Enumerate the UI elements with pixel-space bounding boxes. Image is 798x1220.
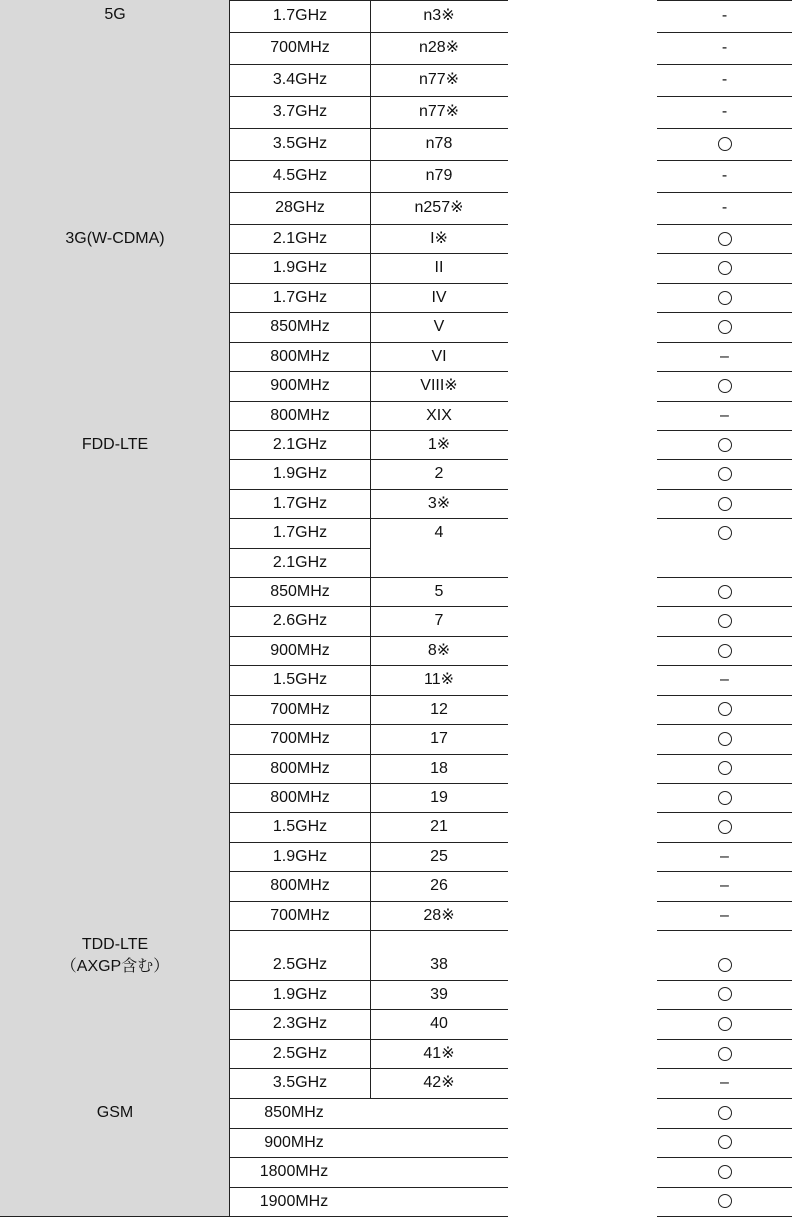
- frequency-cell: 700MHz: [270, 730, 330, 748]
- support-cell: [657, 1098, 792, 1128]
- band-cell: 3※: [427, 494, 451, 512]
- supported-circle-icon: [718, 791, 732, 805]
- support-cell: [657, 950, 792, 980]
- frequency-cell: 1.9GHz: [272, 985, 328, 1003]
- unsupported-dash: -: [721, 199, 728, 216]
- band-cell: 26: [430, 877, 448, 895]
- frequency-cell: 2.1GHz: [272, 230, 328, 247]
- band-cell: n79: [425, 167, 453, 184]
- frequency-cell: 1.7GHz: [272, 494, 328, 512]
- support-cell: [657, 548, 792, 577]
- band-cell: I※: [430, 230, 448, 247]
- unsupported-dash: –: [720, 847, 729, 865]
- band-cell: 5: [434, 583, 444, 601]
- supported-circle-icon: [718, 732, 732, 746]
- support-cell: [657, 489, 792, 518]
- band-cell: 17: [430, 730, 448, 748]
- band-cell: 11※: [423, 671, 454, 689]
- frequency-cell: 2.5GHz: [272, 1044, 328, 1062]
- unsupported-dash: –: [720, 406, 729, 424]
- band-cell: n3※: [423, 7, 455, 24]
- frequency-cell: 3.5GHz: [272, 1074, 328, 1092]
- group-divider: [657, 930, 792, 931]
- frequency-cell: 1.7GHz: [272, 288, 328, 306]
- supported-circle-icon: [718, 497, 732, 511]
- group-label: FDD-LTE: [81, 436, 149, 453]
- band-cell: 25: [430, 847, 448, 865]
- frequency-cell: 2.5GHz: [272, 956, 328, 973]
- band-cell: 8※: [427, 641, 451, 659]
- band-cell: 39: [430, 985, 448, 1003]
- supported-circle-icon: [718, 232, 732, 246]
- unsupported-dash: -: [721, 71, 728, 88]
- band-cell: 7: [434, 612, 444, 630]
- supported-circle-icon: [718, 526, 732, 540]
- frequency-cell: 1.9GHz: [272, 259, 328, 277]
- group-cell: [0, 430, 230, 931]
- frequency-cell: 3.5GHz: [272, 135, 328, 152]
- supported-circle-icon: [718, 614, 732, 628]
- support-cell: [657, 128, 792, 160]
- unsupported-dash: -: [721, 103, 728, 120]
- frequency-cell: 900MHz: [270, 641, 330, 659]
- band-cell: n257※: [414, 199, 464, 216]
- band-cell: II: [434, 259, 444, 277]
- band-cell: n28※: [418, 39, 460, 56]
- support-cell: [657, 636, 792, 665]
- frequency-cell: 2.1GHz: [272, 436, 328, 453]
- support-cell: [657, 1187, 792, 1217]
- support-cell: [657, 430, 792, 459]
- support-cell: [657, 459, 792, 488]
- band-cell: 21: [430, 818, 448, 836]
- unsupported-dash: –: [720, 906, 729, 924]
- supported-circle-icon: [718, 958, 732, 972]
- band-cell: 42※: [423, 1074, 455, 1092]
- supported-circle-icon: [718, 820, 732, 834]
- band-cell: 40: [430, 1015, 448, 1033]
- supported-circle-icon: [718, 1047, 732, 1061]
- support-cell: [657, 724, 792, 753]
- unsupported-dash: -: [721, 7, 728, 24]
- unsupported-dash: -: [721, 167, 728, 184]
- support-cell: [657, 1128, 792, 1158]
- support-cell: [657, 754, 792, 783]
- supported-circle-icon: [718, 467, 732, 481]
- supported-circle-icon: [718, 644, 732, 658]
- frequency-cell: 850MHz: [264, 1104, 324, 1121]
- table-bottom-border: [230, 1216, 508, 1217]
- frequency-cell: 1900MHz: [259, 1192, 329, 1210]
- frequency-cell: 900MHz: [264, 1133, 324, 1151]
- supported-circle-icon: [718, 1017, 732, 1031]
- frequency-cell: 700MHz: [270, 700, 330, 718]
- frequency-cell: 1.9GHz: [272, 465, 328, 483]
- frequency-cell: 2.1GHz: [272, 553, 328, 571]
- support-cell: [657, 1039, 792, 1069]
- frequency-cell: 1.7GHz: [272, 524, 328, 542]
- support-cell: [657, 371, 792, 400]
- frequency-cell: 1.9GHz: [272, 847, 328, 865]
- supported-circle-icon: [718, 137, 732, 151]
- group-cell: [0, 0, 230, 225]
- band-cell: 38: [430, 956, 448, 973]
- band-cell: 1※: [427, 436, 451, 453]
- band-cell: n77※: [418, 71, 460, 88]
- support-cell: [657, 812, 792, 841]
- group-cell: [0, 224, 230, 431]
- frequency-cell: 700MHz: [270, 906, 330, 924]
- frequency-cell: 28GHz: [275, 199, 325, 216]
- supported-circle-icon: [718, 761, 732, 775]
- supported-circle-icon: [718, 291, 732, 305]
- support-cell: [657, 1157, 792, 1187]
- table-bottom-border: [657, 1216, 792, 1217]
- band-cell: n78: [425, 135, 453, 152]
- frequency-cell: 2.3GHz: [272, 1015, 328, 1033]
- group-label: 5G: [104, 6, 126, 23]
- supported-circle-icon: [718, 379, 732, 393]
- band-cell: 41※: [423, 1044, 455, 1062]
- supported-circle-icon: [718, 987, 732, 1001]
- frequency-cell: 3.7GHz: [272, 103, 328, 120]
- unsupported-dash: –: [720, 1074, 729, 1092]
- support-cell: [657, 980, 792, 1010]
- frequency-cell: 800MHz: [270, 759, 330, 777]
- unsupported-dash: –: [720, 347, 729, 365]
- supported-circle-icon: [718, 702, 732, 716]
- band-cell: 2: [434, 465, 444, 483]
- frequency-cell: 3.4GHz: [272, 71, 328, 88]
- band-cell: VI: [431, 347, 447, 365]
- frequency-cell: 2.6GHz: [272, 612, 328, 630]
- band-cell: 18: [430, 759, 448, 777]
- frequency-cell: 1800MHz: [259, 1163, 329, 1180]
- support-cell: [657, 253, 792, 282]
- group-label: GSM: [96, 1104, 134, 1121]
- support-cell: [657, 1009, 792, 1039]
- group-label: TDD-LTE （AXGP含む）: [60, 936, 170, 975]
- support-cell: [657, 695, 792, 724]
- band-cell: XIX: [426, 406, 452, 424]
- frequency-cell: 1.5GHz: [272, 818, 328, 836]
- frequency-cell: 700MHz: [270, 39, 330, 56]
- band-cell: 19: [430, 788, 448, 806]
- support-cell: [657, 312, 792, 341]
- frequency-cell: 850MHz: [270, 583, 330, 601]
- frequency-cell: 800MHz: [270, 347, 330, 365]
- frequency-cell: 1.5GHz: [272, 671, 328, 689]
- frequency-cell: 1.7GHz: [272, 7, 328, 24]
- supported-circle-icon: [718, 1194, 732, 1208]
- table-top-border: [657, 0, 792, 1]
- frequency-cell: 4.5GHz: [272, 167, 328, 184]
- supported-circle-icon: [718, 1106, 732, 1120]
- band-cell: IV: [431, 288, 447, 306]
- supported-circle-icon: [718, 261, 732, 275]
- supported-circle-icon: [718, 1135, 732, 1149]
- frequency-cell: 800MHz: [270, 788, 330, 806]
- support-cell: [657, 224, 792, 253]
- group-divider: [230, 930, 508, 931]
- frequency-cell: 800MHz: [270, 877, 330, 895]
- support-cell: [657, 606, 792, 635]
- supported-circle-icon: [718, 438, 732, 452]
- support-cell: [657, 283, 792, 312]
- band-cell: VIII※: [420, 377, 458, 395]
- frequency-cell: 800MHz: [270, 406, 330, 424]
- supported-circle-icon: [718, 1165, 732, 1179]
- frequency-cell: 850MHz: [270, 318, 330, 336]
- unsupported-dash: -: [721, 39, 728, 56]
- support-cell: [657, 783, 792, 812]
- unsupported-dash: –: [720, 671, 729, 689]
- band-cell: 4: [434, 524, 444, 542]
- support-cell: [657, 518, 792, 547]
- band-cell: 28※: [423, 906, 455, 924]
- frequency-cell: 900MHz: [270, 377, 330, 395]
- group-label: 3G(W-CDMA): [65, 230, 165, 247]
- band-cell: V: [433, 318, 445, 336]
- supported-circle-icon: [718, 320, 732, 334]
- support-cell: [657, 577, 792, 606]
- supported-circle-icon: [718, 585, 732, 599]
- table-top-border: [230, 0, 508, 1]
- unsupported-dash: –: [720, 877, 729, 895]
- band-cell: 12: [430, 700, 448, 718]
- band-cell: n77※: [418, 103, 460, 120]
